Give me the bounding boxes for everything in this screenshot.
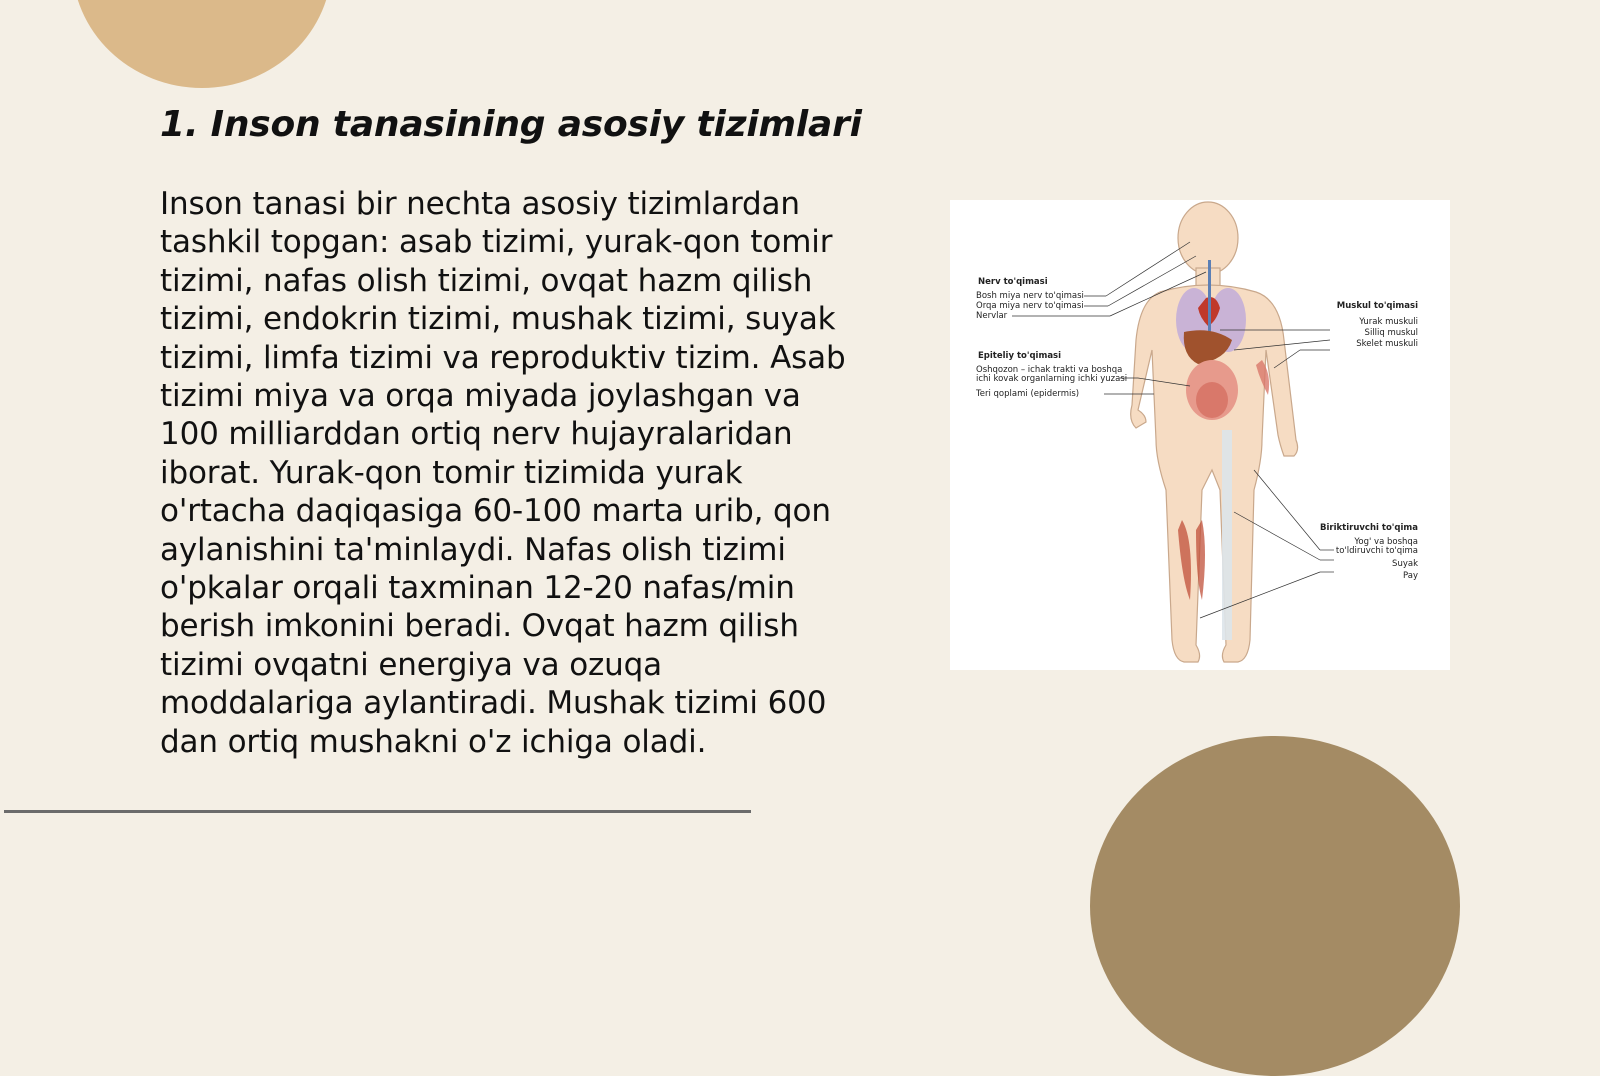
slide-title: 1. Inson tanasining asosiy tizimlari: [160, 104, 862, 145]
label-nerve-3: Nervlar: [976, 311, 1008, 321]
label-nerve-2: Orqa miya nerv to'qimasi: [976, 301, 1084, 311]
label-muscle-3: Skelet muskuli: [1356, 339, 1418, 349]
decorative-circle-bottom: [1090, 736, 1460, 1076]
label-connective-2: to'ldiruvchi to'qima: [1335, 546, 1418, 556]
label-nerve-heading: Nerv to'qimasi: [978, 277, 1048, 287]
label-epithelial-3: Teri qoplami (epidermis): [976, 389, 1080, 399]
label-connective-4: Pay: [1403, 571, 1418, 581]
label-muscle-2: Silliq muskul: [1364, 328, 1418, 338]
label-nerve-1: Bosh miya nerv to'qimasi: [976, 291, 1084, 301]
divider-line: [4, 810, 751, 813]
label-connective-1: Yog' va boshqa: [1354, 537, 1418, 547]
label-connective-3: Suyak: [1392, 559, 1418, 569]
label-connective-heading: Biriktiruvchi to'qima: [1320, 523, 1418, 533]
decorative-circle-top: [72, 0, 332, 88]
label-epithelial-1: Oshqozon – ichak trakti va boshqa: [976, 365, 1123, 375]
label-muscle-1: Yurak muskuli: [1359, 317, 1418, 327]
body-silhouette: [1131, 202, 1298, 662]
human-body-tissues-figure: [950, 200, 1450, 670]
body-illustration: [950, 200, 1450, 670]
label-epithelial-2: ichi kovak organlarning ichki yuzasi: [976, 374, 1128, 384]
label-epithelial-heading: Epiteliy to'qimasi: [978, 351, 1062, 361]
label-muscle-heading: Muskul to'qimasi: [1336, 301, 1418, 311]
slide-paragraph: Inson tanasi bir nechta asosiy tizimlardan tashkil topgan: asab tizimi, yurak-qon tomir tizimi, nafas olish tizimi, ovqat hazm qilish tizimi, endokrin tizimi, mushak tizimi, suyak tizimi, limfa tizimi va reproduktiv tizim. Asab tizimi miya va orqa miyada joylashgan va 100 milliarddan ortiq nerv hujayralaridan iborat. Yurak-qon tomir tizimida yurak o'rtacha daqiqasiga 60-100 marta urib, qon aylanishini ta'minlaydi. Nafas olish tizimi o'pkalar orqali taxminan 12-20 nafas/min berish imkonini beradi. Ovqat hazm qilish tizimi ovqatni energiya va ozuqa moddalariga aylantiradi. Mushak tizimi 600 dan ortiq mushakni o'z ichiga oladi.: [160, 186, 846, 760]
